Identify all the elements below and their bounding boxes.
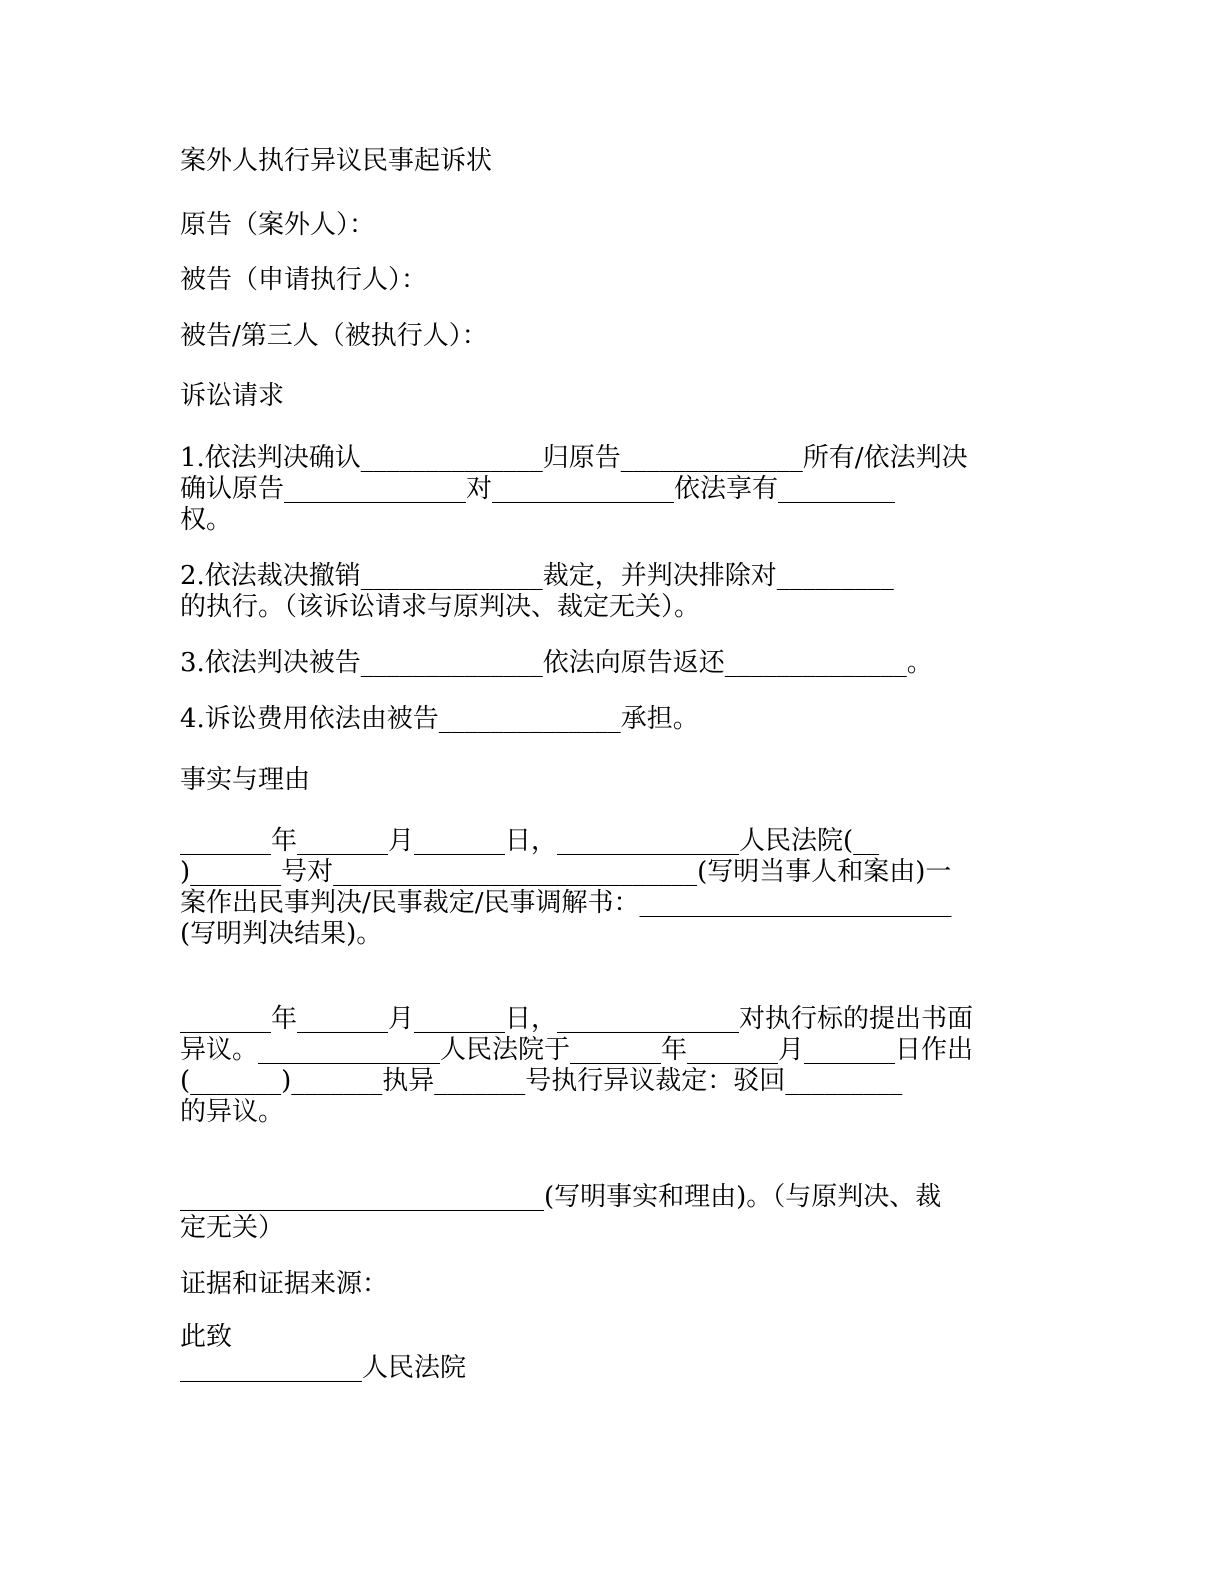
facts1-line2: )_______号对____________________________(写明当事人和案由)一 (180, 857, 952, 887)
claim1-line2: 确认原告______________对______________依法享有_________ (180, 474, 896, 504)
facts2-line2: 异议。______________人民法院于_______年_______月_______日作出 (180, 1035, 974, 1065)
closing-line: 此致 (180, 1322, 233, 1352)
facts-heading: 事实与理由 (180, 765, 311, 795)
facts1-line1: _______年_______月_______日，______________人民法院(__ (180, 826, 880, 856)
claim1-line1: 1.依法判决确认______________归原告______________所有/依法判决 (180, 443, 968, 473)
facts2-line3: (_______)_______执异_______号执行异议裁定：驳回_________ (180, 1066, 903, 1096)
facts2-line1: _______年_______月_______日，______________对执行标的提出书面 (180, 1004, 974, 1034)
third-party-line: 被告/第三人（被执行人）： (180, 321, 488, 351)
claim3-line: 3.依法判决被告______________依法向原告返还______________。 (180, 648, 933, 678)
claim2-line2: 的执行。（该诉讼请求与原判决、裁定无关）。 (180, 592, 701, 622)
facts3-line2: 定无关） (180, 1213, 285, 1243)
document-title: 案外人执行异议民事起诉状 (180, 146, 493, 176)
plaintiff-line: 原告（案外人）： (180, 210, 376, 240)
claim1-line3: 权。 (180, 505, 233, 535)
facts1-line4: (写明判决结果)。 (180, 919, 383, 949)
evidence-line: 证据和证据来源： (180, 1269, 389, 1299)
facts3-line1: ____________________________(写明事实和理由)。（与原判决、裁 (180, 1182, 942, 1212)
claim2-line1: 2.依法裁决撤销______________裁定，并判决排除对_________ (180, 561, 894, 591)
court-line: ______________人民法院 (180, 1353, 467, 1383)
claims-heading: 诉讼请求 (180, 381, 285, 411)
facts2-line4: 的异议。 (180, 1097, 285, 1127)
claim4-line: 4.诉讼费用依法由被告______________承担。 (180, 704, 699, 734)
defendant-line: 被告（申请执行人）： (180, 265, 428, 295)
facts1-line3: 案作出民事判决/民事裁定/民事调解书：________________________ (180, 888, 952, 918)
